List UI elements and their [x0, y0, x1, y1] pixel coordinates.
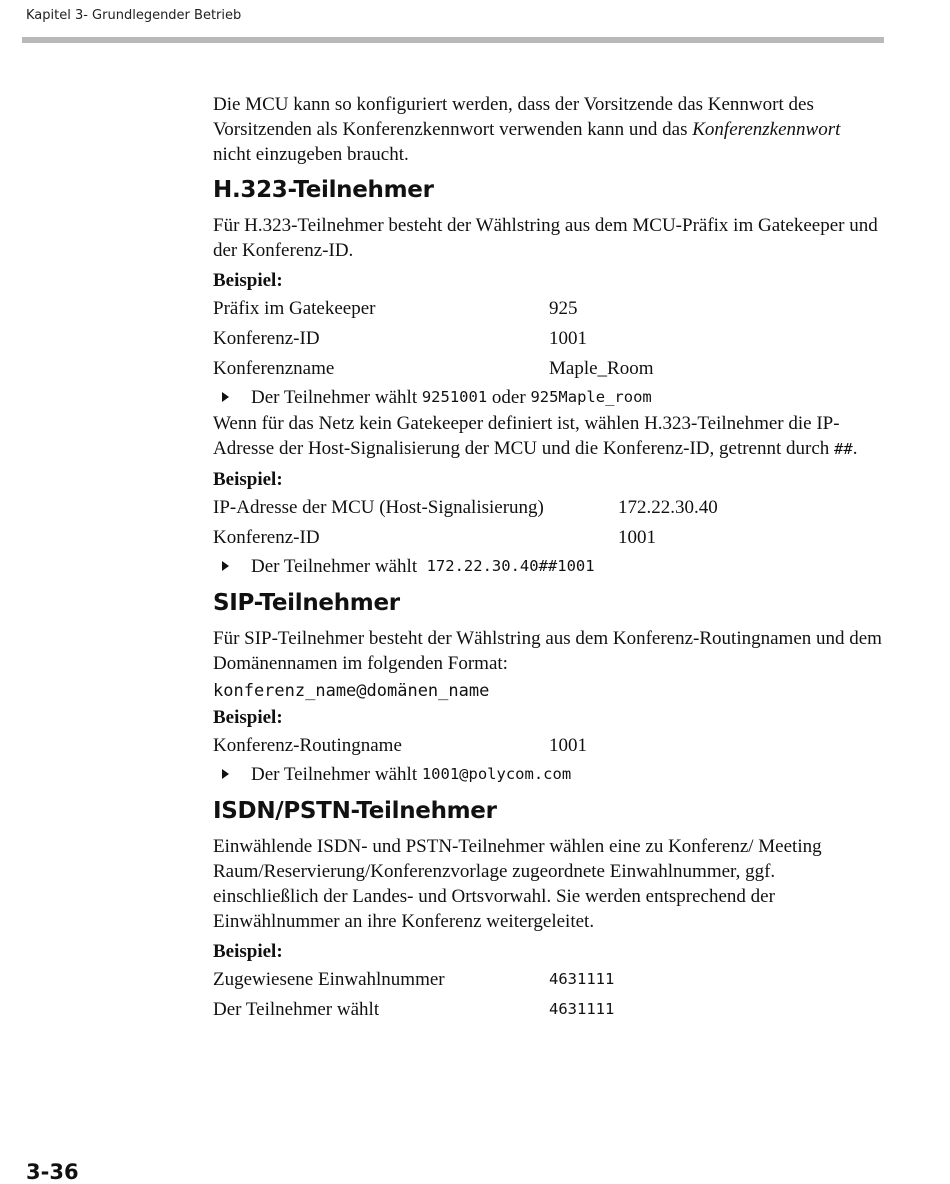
row-value: 4631111	[549, 999, 615, 1018]
row-key: Konferenz-Routingname	[213, 734, 402, 756]
dial-code: 925Maple_room	[530, 387, 652, 406]
h323-example2-row	[213, 492, 883, 522]
row-value: Maple_Room	[549, 357, 654, 379]
header-rule	[22, 37, 884, 43]
h323-example-label: Beispiel:	[213, 270, 283, 291]
sip-heading: SIP-Teilnehmer	[213, 590, 400, 616]
isdn-paragraph: Einwählende ISDN- und PSTN-Teilnehmer wählen eine zu Konferenz/ Meeting Raum/Reservierung/Konferenzvorlage zugeordnete Einwahlnummer, ggf. einschließlich der Landes- und Ortsvorwahl. Sie werden entsprechend der Einwählnummer an ihre Konferenz weitergeleitet.	[213, 836, 822, 932]
sip-format-line	[213, 676, 883, 706]
row-key: Konferenzname	[213, 357, 335, 379]
intro-italic-term: Konferenzkennwort	[692, 119, 841, 140]
row-key: Konferenz-ID	[213, 327, 320, 349]
row-value: 1001	[549, 734, 587, 756]
h323-bullet-dial-ip	[213, 552, 883, 580]
sip-format-code: konferenz_name@domänen_name	[213, 680, 490, 701]
bullet-text: Der Teilnehmer wählt	[251, 763, 418, 785]
isdn-example-label: Beispiel:	[213, 941, 283, 962]
triangle-bullet-icon	[222, 561, 229, 571]
page-content	[213, 92, 883, 1024]
row-value: 172.22.30.40	[618, 496, 718, 518]
row-key: Konferenz-ID	[213, 526, 320, 548]
h323-example2-label: Beispiel:	[213, 469, 283, 490]
h323-heading: H.323-Teilnehmer	[213, 177, 434, 203]
separator-code: ##	[834, 440, 853, 458]
sip-example-row	[213, 730, 883, 760]
para-end: .	[852, 438, 858, 459]
h323-example2-row	[213, 522, 883, 552]
isdn-example-row	[213, 994, 883, 1024]
triangle-bullet-icon	[222, 392, 229, 402]
row-value: 4631111	[549, 969, 615, 988]
row-key: Der Teilnehmer wählt	[213, 998, 380, 1020]
sip-bullet-dial	[213, 760, 883, 788]
intro-paragraph	[213, 92, 883, 167]
h323-example-row	[213, 293, 883, 323]
bullet-text: Der Teilnehmer wählt	[251, 386, 418, 408]
h323-no-gatekeeper-paragraph	[213, 411, 883, 462]
dial-code: 9251001	[421, 387, 488, 406]
intro-text-after: nicht einzugeben braucht.	[213, 144, 409, 165]
bullet-join-word: oder	[491, 386, 526, 408]
isdn-heading: ISDN/PSTN-Teilnehmer	[213, 798, 497, 824]
row-key: Präfix im Gatekeeper	[213, 297, 376, 319]
sip-example-label: Beispiel:	[213, 707, 283, 728]
row-key: Zugewiesene Einwahlnummer	[213, 968, 445, 990]
intro-text-before: Die MCU kann so konfiguriert werden, dass der Vorsitzende das Kennwort des Vorsitzenden als Konferenzkennwort verwenden kann und das	[213, 94, 814, 140]
row-value: 925	[549, 297, 578, 319]
running-header: Kapitel 3- Grundlegender Betrieb	[26, 8, 242, 23]
row-key: IP-Adresse der MCU (Host-Signalisierung)	[213, 496, 544, 518]
bullet-text: Der Teilnehmer wählt	[251, 555, 418, 577]
h323-bullet-dial	[213, 383, 883, 411]
dial-code: 1001@polycom.com	[421, 764, 572, 783]
dial-code: 172.22.30.40##1001	[426, 556, 595, 575]
sip-paragraph: Für SIP-Teilnehmer besteht der Wählstring aus dem Konferenz-Routingnamen und dem Domänennamen im folgenden Format:	[213, 628, 882, 674]
h323-paragraph: Für H.323-Teilnehmer besteht der Wählstring aus dem MCU-Präfix im Gatekeeper und der Konferenz-ID.	[213, 215, 878, 261]
row-value: 1001	[549, 327, 587, 349]
h323-example-row	[213, 323, 883, 353]
triangle-bullet-icon	[222, 769, 229, 779]
page-number: 3-36	[26, 1160, 79, 1184]
isdn-example-row	[213, 964, 883, 994]
h323-example-row	[213, 353, 883, 383]
row-value: 1001	[618, 526, 656, 548]
para-text: Wenn für das Netz kein Gatekeeper definiert ist, wählen H.323-Teilnehmer die IP-Adresse der Host-Signalisierung der MCU und die Konferenz-ID, getrennt durch	[213, 413, 840, 459]
